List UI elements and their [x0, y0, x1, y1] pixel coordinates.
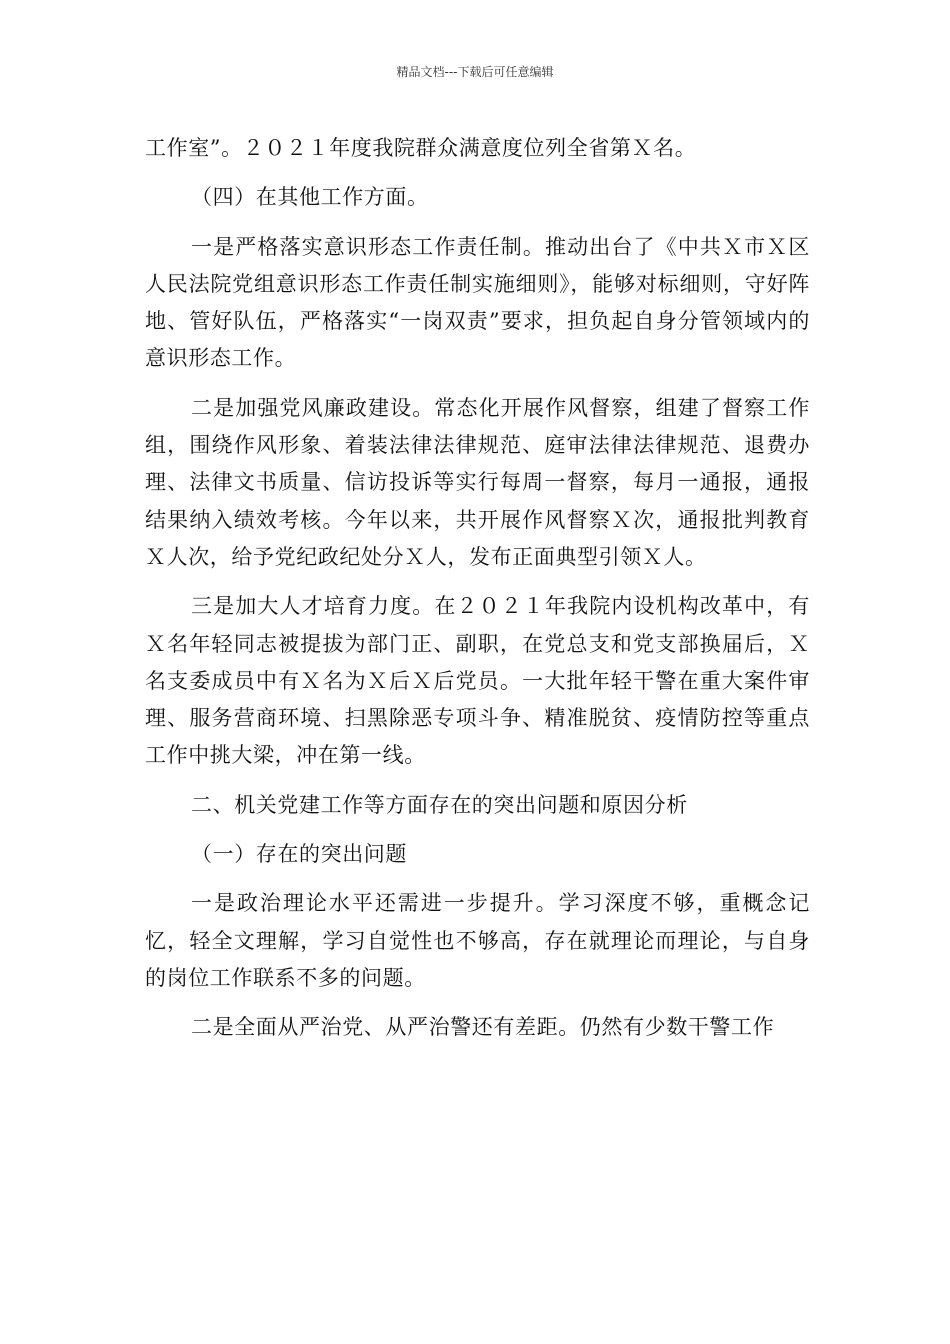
paragraph-ideology-responsibility: 一是严格落实意识形态工作责任制。推动出台了《中共Ｘ市Ｘ区人民法院党组意识形态工作责任制实施细则》，能够对标细则，守好阵地、管好队伍，严格落实“一岗双责”要求，担负起自身分管领域内的意识形态工作。: [145, 234, 810, 371]
document-body: [145, 130, 810, 1059]
paragraph-theory-level: 一是政治理论水平还需进一步提升。学习深度不够，重概念记忆，轻全文理解，学习自觉性也不够高，存在就理论而理论，与自身的岗位工作联系不多的问题。: [145, 891, 810, 990]
paragraph-integrity-building: 二是加强党风廉政建设。常态化开展作风督察，组建了督察工作组，围绕作风形象、着装法律法律规范、庭审法律法律规范、退费办理、法律文书质量、信访投诉等实行每周一督察，每月一通报，通报结果纳入绩效考核。今年以来，共开展作风督察Ｘ次，通报批判教育Ｘ人次，给予党纪政纪处分Ｘ人，发布正面典型引领Ｘ人。: [145, 395, 810, 569]
paragraph-subsection-heading: （一）存在的突出问题: [191, 842, 407, 867]
paragraph-continuation: 工作室”。２０２１年度我院群众满意度位列全省第Ｘ名。: [145, 136, 697, 160]
paragraph-strict-governance: 二是全面从严治党、从严治警还有差距。仍然有少数干警工作: [191, 1015, 775, 1040]
paragraph-chapter-heading: 二、机关党建工作等方面存在的突出问题和原因分析: [191, 792, 688, 817]
page-header: 精品文档---下载后可任意编辑: [396, 65, 554, 79]
paragraph-talent-cultivation: 三是加大人才培育力度。在２０２１年我院内设机构改革中，有Ｘ名年轻同志被提拔为部门正、副职，在党总支和党支部换届后，Ｘ名支委成员中有Ｘ名为Ｘ后Ｘ后党员。一大批年轻干警在重大案件审理、服务营商环境、扫黑除恶专项斗争、精准脱贫、疫情防控等重点工作中挑大梁，冲在第一线。: [145, 594, 810, 768]
paragraph-section-heading: （四）在其他工作方面。: [191, 185, 429, 210]
